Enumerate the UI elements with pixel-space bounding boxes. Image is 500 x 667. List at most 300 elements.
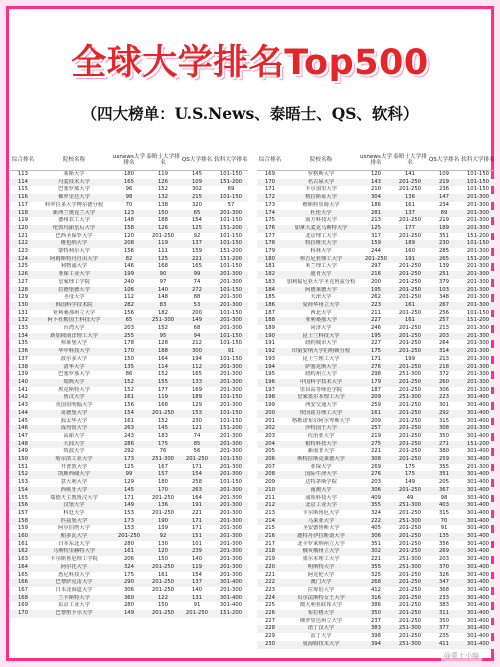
usnews-cell: 175 [359, 348, 393, 356]
times-cell: 201-250 [393, 533, 427, 541]
table-row [10, 171, 248, 179]
rank-cell: 169 [264, 171, 276, 177]
rank-cell: 217 [264, 540, 276, 547]
times-cell: 164 [157, 355, 169, 362]
qs-cell: 383 [438, 602, 450, 609]
usnews-cell: 145 [112, 487, 146, 495]
arwu-cell: 201-300 [219, 525, 243, 532]
arwu-cell: 301-400 [466, 540, 490, 547]
table-row [10, 541, 248, 549]
rank-cell: 220 [257, 564, 283, 572]
rank-cell: 162 [10, 548, 36, 556]
arwu-cell: 201-300 [214, 317, 248, 325]
name-cell: 特拉维夫大学 [283, 240, 359, 248]
rank-cell: 137 [17, 355, 29, 362]
name-cell: 澳门大学 [283, 579, 359, 587]
times-cell: 201-250 [398, 232, 422, 239]
rank-cell: 218 [257, 548, 283, 556]
qs-cell: 230 [427, 240, 461, 248]
name-cell: 维也纳大学 [36, 240, 112, 248]
usnews-cell: 257 [359, 425, 393, 433]
times-cell: 188 [146, 348, 180, 356]
times-cell: 201-250 [393, 548, 427, 556]
arwu-cell: 301-400 [461, 564, 495, 572]
usnews-cell: 153 [123, 525, 135, 532]
times-cell: 201-250 [398, 417, 422, 424]
name-cell: 阿姆斯特丹自由大学 [36, 256, 112, 264]
usnews-cell: 209 [359, 394, 393, 402]
times-cell: 201-250 [398, 217, 422, 224]
qs-cell: 169 [191, 386, 203, 393]
ranking-table-right [257, 152, 495, 649]
arwu-cell: 301-400 [466, 586, 490, 593]
name-cell: 天津大学 [310, 294, 332, 301]
times-cell: 201-250 [393, 487, 427, 495]
arwu-cell: 201-300 [219, 325, 243, 332]
rank-cell: 203 [264, 432, 276, 439]
usnews-cell: 290 [112, 579, 146, 587]
times-cell: 120 [146, 548, 180, 556]
table-row [257, 225, 495, 233]
name-cell: 高丽大学 [63, 432, 85, 439]
usnews-cell: 158 [112, 225, 146, 233]
rank-cell: 179 [264, 248, 276, 255]
arwu-cell: 201-300 [214, 379, 248, 387]
table-row [257, 595, 495, 603]
table-row [257, 579, 495, 587]
arwu-cell: 301-400 [466, 571, 490, 578]
arwu-cell: 301-400 [461, 625, 495, 633]
qs-cell: 301 [438, 402, 450, 409]
rank-cell: 216 [257, 533, 283, 541]
name-cell: 埃因霍芬理工大学 [283, 410, 359, 418]
arwu-cell: 201-300 [214, 271, 248, 279]
arwu-cell: 301-400 [461, 471, 495, 479]
header-usnews: usnews大学排名 [359, 152, 393, 171]
name-cell: 巴黎萨克雷大学 [36, 579, 112, 587]
name-cell: 瑞典大学 [36, 379, 112, 387]
qs-cell: 221 [180, 256, 214, 264]
arwu-cell: 201-300 [466, 248, 490, 255]
rank-cell: 186 [257, 302, 283, 310]
times-cell: 170 [146, 487, 180, 495]
table-row [10, 371, 248, 379]
usnews-cell: 123 [112, 210, 146, 218]
times-cell: 201-250 [398, 509, 422, 516]
qs-cell: 92 [193, 232, 201, 239]
rank-cell: 213 [264, 509, 276, 516]
name-cell: 华中科技大学 [36, 348, 112, 356]
qs-cell: 145 [191, 171, 203, 177]
table-row [257, 387, 495, 395]
qs-cell: 265 [427, 256, 461, 264]
rank-cell: 180 [257, 256, 283, 264]
rank-cell: 122 [10, 240, 36, 248]
arwu-cell: 201-300 [214, 564, 248, 572]
rank-cell: 175 [264, 217, 276, 224]
rank-cell: 230 [257, 641, 283, 649]
table-row [257, 518, 495, 526]
name-cell: 阿尔托大学 [36, 564, 112, 572]
rank-cell: 184 [257, 287, 283, 295]
name-cell: 哥德堡大学 [36, 410, 112, 418]
usnews-cell: 86 [125, 371, 133, 378]
qs-cell: 411 [427, 641, 461, 649]
arwu-cell: 91 [214, 348, 248, 356]
ranking-table-left [10, 152, 248, 618]
times-cell: 251-300 [393, 625, 427, 633]
name-cell: 昆士兰科技大学 [283, 333, 359, 341]
usnews-cell: 99 [112, 471, 146, 479]
times-cell: 161 [404, 201, 416, 208]
times-cell: 188 [157, 217, 169, 224]
usnews-cell: 282 [112, 302, 146, 310]
usnews-cell: 170 [112, 348, 146, 356]
name-cell: 皇家理工学院 [58, 278, 90, 285]
times-cell: 201-250 [398, 340, 422, 347]
rank-cell: 199 [264, 402, 276, 409]
times-cell: 201-250 [398, 309, 422, 316]
rank-cell: 168 [10, 595, 36, 603]
times-cell: 140 [146, 287, 180, 295]
arwu-cell: 151-200 [219, 248, 243, 255]
rank-cell: 206 [257, 456, 283, 464]
arwu-cell: 101-150 [219, 355, 243, 362]
times-cell: 175 [393, 471, 427, 479]
qs-cell: 85 [180, 441, 214, 449]
name-cell: 意大利大学 [60, 479, 88, 486]
name-cell: 瑞德天主教鲁汶大学 [50, 494, 98, 501]
table-row [10, 179, 248, 187]
arwu-cell: 301-400 [466, 417, 490, 424]
name-cell: 拉筹伯大学 [307, 586, 335, 593]
arwu-cell: 301-400 [214, 595, 248, 603]
usnews-cell: 409 [370, 494, 382, 501]
times-cell: 201-250 [393, 364, 427, 372]
qs-cell: 351 [427, 471, 461, 479]
qs-cell: 203 [438, 556, 450, 563]
qs-cell: 347 [427, 579, 461, 587]
name-cell: 名古屋大学 [283, 179, 359, 187]
qs-cell: 221 [191, 509, 203, 516]
table-row [257, 294, 495, 302]
times-cell: 157 [146, 471, 180, 479]
name-cell: 卡尔加里大学 [305, 186, 337, 193]
table-row [10, 502, 248, 510]
table-row [10, 602, 248, 610]
table-row [10, 348, 248, 356]
name-cell: 英国伯明翰大学 [55, 402, 93, 409]
arwu-cell: 101-150 [219, 232, 243, 239]
times-cell: 201-250 [398, 386, 422, 393]
table-row [257, 610, 495, 618]
times-cell: 152 [157, 186, 169, 193]
qs-cell: 256 [438, 309, 450, 316]
arwu-cell: 201-300 [219, 402, 243, 409]
table-row [10, 479, 248, 487]
arwu-cell: 201-300 [461, 287, 495, 295]
qs-cell: 302 [191, 186, 203, 193]
name-cell: 圣安德鲁斯大学 [302, 525, 340, 532]
arwu-cell: 201-300 [461, 348, 495, 356]
usnews-cell: 98 [112, 194, 146, 202]
times-cell: 201-250 [398, 633, 422, 640]
rank-cell: 204 [257, 441, 283, 449]
rank-cell: 148 [10, 441, 36, 449]
name-cell: 格拉斯哥大学 [283, 194, 359, 202]
name-cell: 亚利桑那大学 [283, 317, 359, 325]
rank-cell: 145 [17, 417, 29, 424]
arwu-cell: 301-400 [461, 579, 495, 587]
table-row [257, 587, 495, 595]
times-cell: 90 [146, 271, 180, 279]
usnews-cell: 306 [123, 586, 135, 593]
arwu-cell: 201-300 [219, 586, 243, 593]
rank-cell: 127 [17, 278, 29, 285]
arwu-cell: 151-200 [214, 256, 248, 264]
rank-cell: 211 [264, 494, 276, 501]
rank-cell: 221 [264, 571, 276, 578]
usnews-cell: 281 [359, 210, 393, 218]
rank-cell: 194 [257, 364, 283, 372]
qs-cell: 263 [180, 487, 214, 495]
name-cell: 沙特国王大学 [283, 425, 359, 433]
usnews-cell: 297 [370, 263, 382, 270]
arwu-cell: 201-300 [214, 441, 248, 449]
usnews-cell: 146 [123, 263, 135, 270]
rank-cell: 177 [264, 232, 276, 239]
name-cell: 国际牛津大学 [283, 471, 359, 479]
arwu-cell: 301-400 [466, 432, 490, 439]
table-row [10, 325, 248, 333]
name-cell: 贝尔法斯特女王大学 [283, 595, 359, 603]
qs-cell: 219 [427, 179, 461, 187]
times-cell: 201-250 [393, 595, 427, 603]
times-cell: 182 [157, 309, 169, 316]
usnews-cell: 386 [370, 602, 382, 609]
arwu-cell: 301-400 [466, 402, 490, 409]
table-row [257, 263, 495, 271]
name-cell: 阿尔伯塔大学 [58, 525, 90, 532]
table-row [10, 248, 248, 256]
rank-cell: 130 [10, 302, 36, 310]
rank-cell: 174 [257, 210, 283, 218]
table-row [10, 202, 248, 210]
times-cell: 199 [404, 355, 416, 362]
name-cell: 韩国科学技术院 [36, 302, 112, 310]
qs-cell: 219 [438, 217, 450, 224]
table-row [10, 379, 248, 387]
table-row [10, 356, 248, 364]
usnews-cell: 325 [370, 571, 382, 578]
arwu-cell: 201-300 [466, 463, 490, 470]
table-row [257, 464, 495, 472]
times-cell: 139 [157, 525, 169, 532]
name-cell: 开普敦大学 [60, 463, 88, 470]
times-cell: 92 [146, 533, 180, 541]
rank-cell: 222 [257, 579, 283, 587]
arwu-cell: 201-300 [219, 448, 243, 455]
table-row [10, 564, 248, 572]
name-cell: 同济大学 [310, 325, 332, 332]
rank-cell: 135 [17, 340, 29, 347]
usnews-cell: 237 [370, 617, 382, 624]
table-row [10, 572, 248, 580]
table-row [257, 633, 495, 641]
name-cell: 弗吉尼亚理工大学 [283, 256, 359, 264]
name-cell: 新加坡南洋理工大学 [36, 333, 112, 341]
rank-cell: 201 [264, 417, 276, 424]
usnews-cell: 161 [112, 394, 146, 402]
usnews-cell: 223 [359, 302, 393, 310]
times-cell: 201-250 [146, 579, 180, 587]
name-cell: 雷丁大学 [310, 633, 332, 640]
table-row [10, 294, 248, 302]
usnews-cell: 161 [123, 417, 135, 424]
times-cell: 201-250 [398, 186, 422, 193]
rank-cell: 154 [10, 487, 36, 495]
table-row [257, 433, 495, 441]
rank-cell: 169 [17, 602, 29, 609]
usnews-cell: 243 [123, 432, 135, 439]
times-cell: 122 [146, 595, 180, 603]
arwu-cell: 201-300 [466, 371, 490, 378]
arwu-cell: 301-400 [466, 602, 490, 609]
usnews-cell: 275 [359, 441, 393, 449]
times-cell: 251-300 [393, 394, 427, 402]
name-cell: 利物浦大学 [60, 263, 88, 270]
table-row [257, 525, 495, 533]
qs-cell: 267 [427, 302, 461, 310]
table-row [257, 248, 495, 256]
times-cell: 141 [404, 171, 416, 177]
table-row [10, 387, 248, 395]
table-row [257, 502, 495, 510]
rank-cell: 113 [17, 171, 29, 177]
arwu-cell: 201-300 [466, 278, 490, 285]
arwu-cell: 101-150 [219, 479, 243, 486]
times-cell: 201-250 [398, 617, 422, 624]
arwu-cell: 201-300 [466, 201, 490, 208]
table-row [10, 310, 248, 318]
name-cell: 大邱大学 [36, 441, 112, 449]
arwu-cell: 201-300 [461, 425, 495, 433]
table-row [257, 186, 495, 194]
usnews-cell: 383 [359, 625, 393, 633]
times-cell: 119 [157, 171, 169, 177]
table-row [257, 310, 495, 318]
header-usnews: usnews大学排名 [112, 152, 146, 171]
rank-cell: 163 [17, 556, 29, 563]
table-row [257, 356, 495, 364]
qs-cell: 109 [180, 179, 214, 187]
qs-cell: 218 [427, 364, 461, 372]
usnews-cell: 324 [370, 509, 382, 516]
rank-cell: 116 [10, 194, 36, 202]
arwu-cell: 201-300 [219, 571, 243, 578]
qs-cell: 194 [191, 355, 203, 362]
qs-cell: 300 [180, 348, 214, 356]
times-cell: 183 [157, 432, 169, 439]
arwu-cell: 101-150 [461, 179, 495, 187]
table-row [257, 202, 495, 210]
usnews-cell: 255 [112, 333, 146, 341]
name-cell: 杜伦大学 [283, 210, 359, 218]
name-cell: 亚琛工业大学 [36, 271, 112, 279]
table-row [257, 402, 495, 410]
arwu-cell: 201-300 [219, 294, 243, 301]
arwu-cell: 151-200 [214, 610, 248, 618]
table-row [257, 364, 495, 372]
qs-cell: 377 [427, 625, 461, 633]
usnews-cell: 227 [359, 317, 393, 325]
times-cell: 132 [146, 194, 180, 202]
rank-cell: 120 [10, 225, 36, 233]
arwu-cell: 101-150 [214, 194, 248, 202]
times-cell: 201-250 [151, 494, 175, 501]
arwu-cell: 301-400 [461, 641, 495, 649]
table-row [10, 464, 248, 472]
arwu-cell: 301-400 [461, 595, 495, 603]
usnews-cell: 316 [359, 595, 393, 603]
times-cell: 201-250 [393, 579, 427, 587]
name-cell: 丹麦技术大学 [36, 179, 112, 187]
qs-cell: 233 [427, 595, 461, 603]
usnews-cell: 355 [359, 502, 393, 510]
arwu-cell: 101-150 [214, 394, 248, 402]
usnews-cell: 135 [112, 364, 146, 372]
arwu-cell: 301-400 [466, 448, 490, 455]
arwu-cell: 101-150 [219, 217, 243, 224]
name-cell: 加利福尼亚大学圣克鲁兹分校 [286, 278, 356, 285]
table-row [10, 433, 248, 441]
rank-cell: 190 [257, 333, 283, 341]
arwu-cell: 201-300 [214, 471, 248, 479]
name-cell: 南方科技大学 [305, 217, 337, 224]
times-cell: 201-250 [398, 586, 422, 593]
header-times: 泰晤士大学排名 [146, 152, 180, 171]
table-row [10, 525, 248, 533]
table-row [10, 317, 248, 325]
times-cell: 161 [157, 571, 169, 578]
header-arwu: 软科大学排名 [214, 152, 248, 171]
times-cell: 189 [393, 240, 427, 248]
qs-cell: 125 [180, 225, 214, 233]
usnews-cell: 394 [359, 641, 393, 649]
rank-cell: 136 [10, 348, 36, 356]
usnews-cell: 203 [370, 479, 382, 486]
name-cell: 印第安纳大学伯明顿分校 [283, 348, 359, 356]
header-rank: 综合排名 [10, 152, 36, 171]
arwu-cell: 301-400 [461, 394, 495, 402]
rank-cell: 228 [257, 625, 283, 633]
arwu-cell: 201-300 [461, 194, 495, 202]
qs-cell: 129 [191, 402, 203, 409]
table-header-row [257, 152, 495, 171]
rank-cell: 126 [10, 271, 36, 279]
usnews-cell: 125 [123, 463, 135, 470]
name-cell: 亚琛大学 [310, 463, 332, 470]
name-cell: 新南非大学 [307, 448, 335, 455]
table-row [10, 579, 248, 587]
qs-cell: 65 [180, 210, 214, 218]
times-cell: 201-250 [146, 410, 180, 418]
rank-cell: 115 [17, 186, 29, 193]
rank-cell: 128 [10, 287, 36, 295]
qs-cell: 379 [438, 278, 450, 285]
name-cell: 卡尔斯鲁厄大学 [302, 509, 340, 516]
rank-cell: 176 [257, 225, 283, 233]
